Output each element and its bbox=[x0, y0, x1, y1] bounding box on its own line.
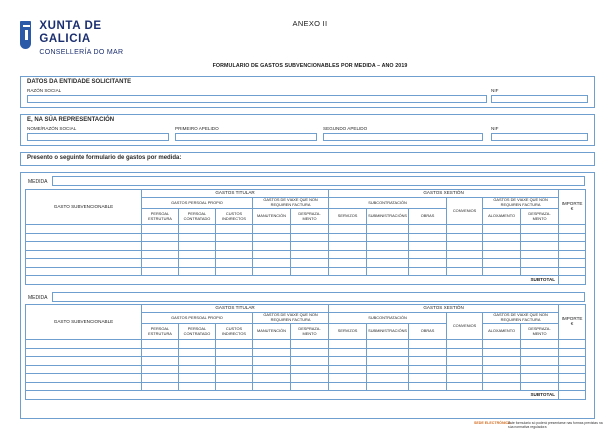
col-expense: GASTO SUBVENCIONABLE bbox=[26, 305, 142, 340]
col-expense: GASTO SUBVENCIONABLE bbox=[26, 190, 142, 225]
table-cell[interactable] bbox=[291, 365, 329, 374]
xunta-logo bbox=[20, 20, 142, 54]
table-cell[interactable] bbox=[367, 225, 409, 234]
table-cell[interactable] bbox=[142, 365, 179, 374]
applicant-section bbox=[20, 76, 595, 108]
table-cell[interactable] bbox=[559, 250, 586, 259]
table-cell[interactable] bbox=[179, 348, 216, 357]
table-row bbox=[26, 225, 586, 234]
table-cell[interactable] bbox=[216, 267, 253, 276]
rep-surname1-label: PRIMEIRO APELIDO bbox=[175, 126, 219, 131]
table-cell[interactable] bbox=[329, 242, 367, 251]
table-cell[interactable] bbox=[26, 225, 142, 234]
subtotal-value[interactable] bbox=[559, 276, 586, 285]
table-cell[interactable] bbox=[521, 365, 559, 374]
table-cell[interactable] bbox=[216, 259, 253, 268]
table-row bbox=[26, 259, 586, 268]
table-cell[interactable] bbox=[409, 374, 447, 383]
rep-name-label: NOME/RAZÓN SOCIAL bbox=[27, 126, 77, 131]
table-cell[interactable] bbox=[253, 382, 291, 391]
indirect-costs-header: CUSTOS INDIRECTOS bbox=[216, 324, 253, 340]
table-cell[interactable] bbox=[179, 242, 216, 251]
table-row bbox=[26, 365, 586, 374]
table-cell[interactable] bbox=[521, 340, 559, 349]
indirect-costs-header: CUSTOS INDIRECTOS bbox=[216, 209, 253, 225]
structure-staff-header: PERSOAL ESTRUTURA bbox=[142, 209, 179, 225]
table-cell[interactable] bbox=[142, 357, 179, 366]
supplies-header: SUBMINISTRACIÓNS bbox=[367, 209, 409, 225]
table-cell[interactable] bbox=[291, 242, 329, 251]
table-cell[interactable] bbox=[253, 225, 291, 234]
travel-header: DESPRAZA-MENTO bbox=[291, 209, 329, 225]
sede-logo: SEDE ELECTRÓNICA bbox=[474, 421, 511, 425]
table-cell[interactable] bbox=[291, 250, 329, 259]
table-cell[interactable] bbox=[447, 267, 483, 276]
table-cell[interactable] bbox=[367, 357, 409, 366]
table-row bbox=[26, 382, 586, 391]
table-cell[interactable] bbox=[329, 225, 367, 234]
table-cell[interactable] bbox=[253, 259, 291, 268]
hired-staff-header: PERSOAL CONTRATADO bbox=[179, 209, 216, 225]
table-cell[interactable] bbox=[216, 225, 253, 234]
table-cell[interactable] bbox=[559, 348, 586, 357]
own-staff-header: GASTOS PERSOAL PROPIO bbox=[142, 313, 253, 324]
table-cell[interactable] bbox=[291, 259, 329, 268]
table-cell[interactable] bbox=[483, 348, 521, 357]
travel-holder-header: GASTOS DE VIAXE QUE NON REQUIREN FACTURA bbox=[253, 313, 329, 324]
measure-field[interactable] bbox=[52, 292, 585, 302]
measure-field[interactable] bbox=[52, 176, 585, 186]
table-cell[interactable] bbox=[216, 382, 253, 391]
table-cell[interactable] bbox=[447, 250, 483, 259]
measure-label: MEDIDA bbox=[28, 295, 48, 301]
table-cell[interactable] bbox=[409, 365, 447, 374]
rep-name-field[interactable] bbox=[27, 133, 169, 141]
table-cell[interactable] bbox=[367, 382, 409, 391]
travel-holder-header: GASTOS DE VIAXE QUE NON REQUIREN FACTURA bbox=[253, 198, 329, 209]
table-cell[interactable] bbox=[291, 357, 329, 366]
table-cell[interactable] bbox=[179, 365, 216, 374]
table-cell[interactable] bbox=[409, 267, 447, 276]
table-cell[interactable] bbox=[521, 250, 559, 259]
table-cell[interactable] bbox=[367, 365, 409, 374]
table-cell[interactable] bbox=[447, 259, 483, 268]
table-cell[interactable] bbox=[483, 242, 521, 251]
table-cell[interactable] bbox=[26, 259, 142, 268]
table-cell[interactable] bbox=[26, 267, 142, 276]
table-cell[interactable] bbox=[559, 357, 586, 366]
group-holder: GASTOS TITULAR bbox=[142, 305, 329, 313]
subcontracting-header: SUBCONTRATACIÓN bbox=[329, 198, 447, 209]
travel-header: DESPRAZA-MENTO bbox=[291, 324, 329, 340]
table-cell[interactable] bbox=[291, 225, 329, 234]
table-cell[interactable] bbox=[291, 374, 329, 383]
table-cell[interactable] bbox=[521, 348, 559, 357]
org-name: XUNTA DE GALICIA bbox=[39, 20, 102, 45]
table-cell[interactable] bbox=[291, 340, 329, 349]
travel2-header: DESPRAZA-MENTO bbox=[521, 324, 559, 340]
table-cell[interactable] bbox=[142, 242, 179, 251]
col-amount: IMPORTE € bbox=[559, 190, 586, 225]
maintenance-header: MANUTENCIÓN bbox=[253, 324, 291, 340]
table-cell[interactable] bbox=[559, 225, 586, 234]
group-management: GASTOS XESTIÓN bbox=[329, 190, 559, 198]
table-cell[interactable] bbox=[253, 250, 291, 259]
applicant-nif-label: NIF bbox=[491, 88, 499, 93]
table-cell[interactable] bbox=[216, 233, 253, 242]
table-row bbox=[26, 242, 586, 251]
xunta-shield-icon bbox=[20, 21, 31, 49]
table-cell[interactable] bbox=[142, 340, 179, 349]
table-cell[interactable] bbox=[253, 242, 291, 251]
table-cell[interactable] bbox=[559, 259, 586, 268]
works-header: OBRAS bbox=[409, 209, 447, 225]
expenses-table bbox=[25, 189, 586, 285]
services-header: SERVIZOS bbox=[329, 324, 367, 340]
table-cell[interactable] bbox=[26, 340, 142, 349]
table-cell[interactable] bbox=[142, 374, 179, 383]
subtotal-label: SUBTOTAL bbox=[26, 391, 559, 400]
company-label: RAZÓN SOCIAL bbox=[27, 88, 62, 93]
table-cell[interactable] bbox=[367, 259, 409, 268]
table-cell[interactable] bbox=[179, 357, 216, 366]
table-cell[interactable] bbox=[447, 225, 483, 234]
table-cell[interactable] bbox=[216, 348, 253, 357]
table-cell[interactable] bbox=[483, 267, 521, 276]
subtotal-value[interactable] bbox=[559, 391, 586, 400]
table-cell[interactable] bbox=[447, 357, 483, 366]
table-cell[interactable] bbox=[409, 225, 447, 234]
table-cell[interactable] bbox=[142, 382, 179, 391]
measure1-body bbox=[26, 225, 586, 276]
table-row bbox=[26, 250, 586, 259]
rep-surname2-label: SEGUNDO APELIDO bbox=[323, 126, 368, 131]
agreements-header: CONVENIOS bbox=[447, 313, 483, 340]
maintenance-header: MANUTENCIÓN bbox=[253, 209, 291, 225]
table-cell[interactable] bbox=[291, 348, 329, 357]
table-cell[interactable] bbox=[216, 374, 253, 383]
table-cell[interactable] bbox=[483, 259, 521, 268]
table-cell[interactable] bbox=[521, 225, 559, 234]
lodging-header: ALOXAMENTO bbox=[483, 209, 521, 225]
table-cell[interactable] bbox=[521, 357, 559, 366]
table-cell[interactable] bbox=[367, 233, 409, 242]
table-cell[interactable] bbox=[559, 365, 586, 374]
dept-name: CONSELLERÍA DO MAR bbox=[39, 49, 124, 56]
table-cell[interactable] bbox=[26, 250, 142, 259]
table-cell[interactable] bbox=[521, 382, 559, 391]
applicant-nif-field[interactable] bbox=[491, 95, 588, 103]
table-cell[interactable] bbox=[26, 365, 142, 374]
table-cell[interactable] bbox=[253, 340, 291, 349]
table-cell[interactable] bbox=[409, 340, 447, 349]
table-cell[interactable] bbox=[26, 357, 142, 366]
table-row bbox=[26, 267, 586, 276]
table-cell[interactable] bbox=[367, 374, 409, 383]
group-holder: GASTOS TITULAR bbox=[142, 190, 329, 198]
applicant-title: DATOS DA ENTIDADE SOLICITANTE bbox=[27, 79, 132, 85]
annex-label: ANEXO II bbox=[292, 19, 328, 28]
table-cell[interactable] bbox=[179, 225, 216, 234]
table-cell[interactable] bbox=[521, 259, 559, 268]
table-cell[interactable] bbox=[559, 374, 586, 383]
table-cell[interactable] bbox=[329, 259, 367, 268]
table-cell[interactable] bbox=[179, 340, 216, 349]
table-cell[interactable] bbox=[483, 250, 521, 259]
table-cell[interactable] bbox=[142, 250, 179, 259]
travel-mgmt-header: GASTOS DE VIAXE QUE NON REQUIREN FACTURA bbox=[483, 198, 559, 209]
table-cell[interactable] bbox=[409, 233, 447, 242]
group-management: GASTOS XESTIÓN bbox=[329, 305, 559, 313]
intro-text: Presento o seguinte formulario de gastos por medida: bbox=[27, 155, 182, 161]
table-cell[interactable] bbox=[367, 242, 409, 251]
works-header: OBRAS bbox=[409, 324, 447, 340]
table-cell[interactable] bbox=[216, 242, 253, 251]
form-title: FORMULARIO DE GASTOS SUBVENCIONABLES POR MEDIDA – ANO 2019 bbox=[212, 63, 408, 69]
table-cell[interactable] bbox=[559, 242, 586, 251]
table-cell[interactable] bbox=[253, 348, 291, 357]
table-cell[interactable] bbox=[26, 233, 142, 242]
table-cell[interactable] bbox=[409, 242, 447, 251]
table-cell[interactable] bbox=[179, 374, 216, 383]
table-cell[interactable] bbox=[447, 242, 483, 251]
table-cell[interactable] bbox=[179, 382, 216, 391]
services-header: SERVIZOS bbox=[329, 209, 367, 225]
company-field[interactable] bbox=[27, 95, 487, 103]
table-cell[interactable] bbox=[559, 233, 586, 242]
own-staff-header: GASTOS PERSOAL PROPIO bbox=[142, 198, 253, 209]
table-cell[interactable] bbox=[447, 382, 483, 391]
representative-title: E, NA SÚA REPRESENTACIÓN bbox=[27, 117, 115, 123]
expenses-table bbox=[25, 304, 586, 400]
table-cell[interactable] bbox=[409, 259, 447, 268]
table-cell[interactable] bbox=[329, 365, 367, 374]
col-amount: IMPORTE € bbox=[559, 305, 586, 340]
table-cell[interactable] bbox=[447, 365, 483, 374]
table-cell[interactable] bbox=[447, 340, 483, 349]
table-cell[interactable] bbox=[521, 233, 559, 242]
table-cell[interactable] bbox=[253, 374, 291, 383]
rep-surname1-field[interactable] bbox=[175, 133, 317, 141]
table-cell[interactable] bbox=[253, 365, 291, 374]
measure-label: MEDIDA bbox=[28, 179, 48, 185]
table-cell[interactable] bbox=[216, 250, 253, 259]
table-cell[interactable] bbox=[483, 365, 521, 374]
agreements-header: CONVENIOS bbox=[447, 198, 483, 225]
travel2-header: DESPRAZA-MENTO bbox=[521, 209, 559, 225]
table-cell[interactable] bbox=[559, 382, 586, 391]
measure2-body bbox=[26, 340, 586, 391]
table-cell[interactable] bbox=[559, 267, 586, 276]
travel-mgmt-header: GASTOS DE VIAXE QUE NON REQUIREN FACTURA bbox=[483, 313, 559, 324]
table-cell[interactable] bbox=[367, 250, 409, 259]
table-cell[interactable] bbox=[483, 382, 521, 391]
table-cell[interactable] bbox=[329, 357, 367, 366]
table-cell[interactable] bbox=[142, 225, 179, 234]
table-cell[interactable] bbox=[26, 348, 142, 357]
table-cell[interactable] bbox=[26, 374, 142, 383]
table-cell[interactable] bbox=[291, 267, 329, 276]
table-cell[interactable] bbox=[409, 250, 447, 259]
table-cell[interactable] bbox=[329, 348, 367, 357]
table-cell[interactable] bbox=[409, 382, 447, 391]
table-cell[interactable] bbox=[409, 357, 447, 366]
table-cell[interactable] bbox=[483, 357, 521, 366]
table-cell[interactable] bbox=[26, 382, 142, 391]
intro-section bbox=[20, 152, 595, 166]
table-cell[interactable] bbox=[409, 348, 447, 357]
table-cell[interactable] bbox=[521, 267, 559, 276]
table-cell[interactable] bbox=[142, 348, 179, 357]
table-cell[interactable] bbox=[179, 267, 216, 276]
table-cell[interactable] bbox=[291, 382, 329, 391]
table-cell[interactable] bbox=[483, 340, 521, 349]
lodging-header: ALOXAMENTO bbox=[483, 324, 521, 340]
table-cell[interactable] bbox=[329, 382, 367, 391]
table-cell[interactable] bbox=[521, 242, 559, 251]
rep-surname2-field[interactable] bbox=[323, 133, 483, 141]
table-row bbox=[26, 357, 586, 366]
table-cell[interactable] bbox=[216, 365, 253, 374]
table-cell[interactable] bbox=[447, 348, 483, 357]
table-cell[interactable] bbox=[253, 357, 291, 366]
table-cell[interactable] bbox=[142, 267, 179, 276]
table-cell[interactable] bbox=[329, 233, 367, 242]
table-row bbox=[26, 340, 586, 349]
table-cell[interactable] bbox=[521, 374, 559, 383]
table-cell[interactable] bbox=[447, 374, 483, 383]
table-cell[interactable] bbox=[253, 267, 291, 276]
table-row bbox=[26, 348, 586, 357]
representative-section bbox=[20, 114, 595, 146]
table-cell[interactable] bbox=[367, 267, 409, 276]
table-cell[interactable] bbox=[447, 233, 483, 242]
table-row bbox=[26, 374, 586, 383]
table-row bbox=[26, 233, 586, 242]
table-cell[interactable] bbox=[253, 233, 291, 242]
table-cell[interactable] bbox=[179, 233, 216, 242]
rep-nif-field[interactable] bbox=[491, 133, 588, 141]
footer-note: Este formulario só poderá presentarse nas formas previstas na súa normativa reguladora bbox=[508, 421, 603, 430]
table-cell[interactable] bbox=[216, 340, 253, 349]
table-cell[interactable] bbox=[179, 250, 216, 259]
table-cell[interactable] bbox=[329, 374, 367, 383]
table-cell[interactable] bbox=[483, 374, 521, 383]
structure-staff-header: PERSOAL ESTRUTURA bbox=[142, 324, 179, 340]
table-cell[interactable] bbox=[329, 250, 367, 259]
supplies-header: SUBMINISTRACIÓNS bbox=[367, 324, 409, 340]
subtotal-label: SUBTOTAL bbox=[26, 276, 559, 285]
table-cell[interactable] bbox=[483, 225, 521, 234]
table-cell[interactable] bbox=[216, 357, 253, 366]
table-cell[interactable] bbox=[329, 340, 367, 349]
table-cell[interactable] bbox=[367, 340, 409, 349]
table-cell[interactable] bbox=[142, 233, 179, 242]
hired-staff-header: PERSOAL CONTRATADO bbox=[179, 324, 216, 340]
table-cell[interactable] bbox=[179, 259, 216, 268]
table-cell[interactable] bbox=[329, 267, 367, 276]
table-cell[interactable] bbox=[559, 340, 586, 349]
table-cell[interactable] bbox=[367, 348, 409, 357]
table-cell[interactable] bbox=[26, 242, 142, 251]
subcontracting-header: SUBCONTRATACIÓN bbox=[329, 313, 447, 324]
table-cell[interactable] bbox=[483, 233, 521, 242]
table-cell[interactable] bbox=[291, 233, 329, 242]
table-cell[interactable] bbox=[142, 259, 179, 268]
rep-nif-label: NIF bbox=[491, 126, 499, 131]
